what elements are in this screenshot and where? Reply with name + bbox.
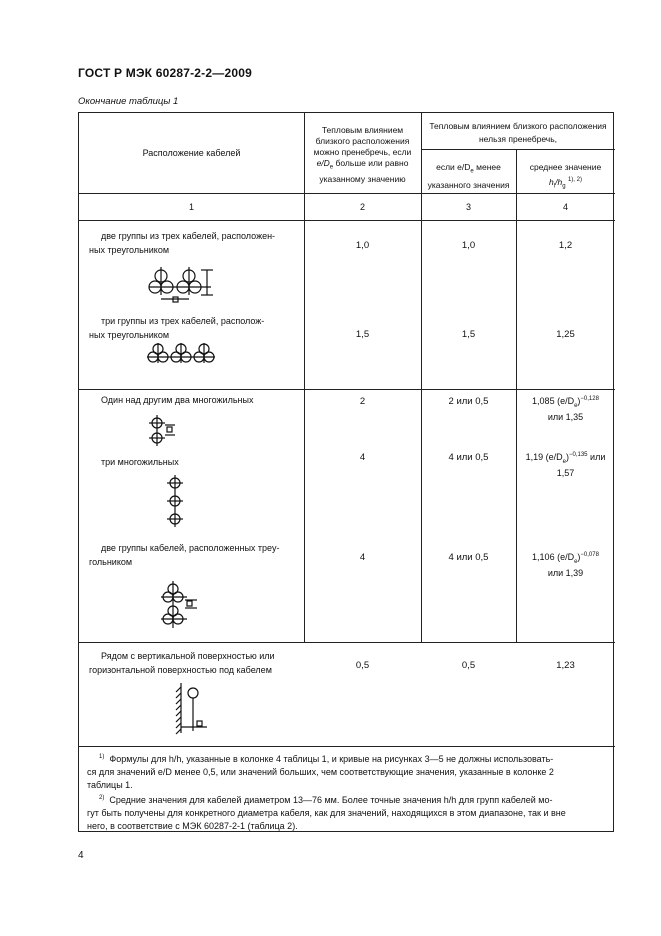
row-three-multicore-text: три многожильных	[101, 457, 179, 467]
col-number-3: 3	[465, 202, 471, 212]
row-two-multicore-col3: 2 или 0,5	[448, 396, 489, 407]
row-near-surface-col2: 0,5	[355, 660, 370, 671]
row-two-trefoil-col2: 1,0	[355, 240, 370, 251]
near-surface-diagram	[175, 681, 215, 735]
row-three-multicore-col3: 4 или 0,5	[448, 452, 489, 463]
stacked-trefoil-groups-diagram	[157, 578, 205, 634]
document-title: ГОСТ Р МЭК 60287-2-2—2009	[78, 66, 252, 80]
row-two-multicore-text: Один над другим два многожильных	[101, 395, 254, 405]
row-three-multicore-col2: 4	[359, 452, 366, 463]
header-negligible: Тепловым влиянием близкого расположения можно пренебречь, если $e/D_e$ больше или равно указанному значению	[313, 125, 412, 184]
row-three-trefoil-col2: 1,5	[355, 329, 370, 340]
row-two-multicore-col4: 1,085 $(e/D_e)^{-0,128}$ или 1,35	[532, 396, 599, 422]
row-two-trefoil-col3: 1,0	[461, 240, 476, 251]
col-number-2: 2	[359, 202, 365, 212]
row-three-trefoil-col3: 1,5	[461, 329, 476, 340]
row-two-trefoil-col4: 1,2	[558, 240, 573, 251]
col-number-4: 4	[562, 202, 568, 212]
footnote-1: $^{1)}$ Формулы для h/h, указанные в колонке 4 таблицы 1, и кривые на рисунках 3—5 не должны использовать- ся для значений e/D менее 0,5, или значений больших, чем соответствующие значения, указанные в колонке 2 таблицы 1.	[87, 754, 554, 790]
row-three-trefoil-col4: 1,25	[556, 329, 575, 340]
row-two-trefoil-groups-multicore-col4: 1,106 $(e/D_e)^{-0,078}$ или 1,39	[532, 552, 599, 578]
col-number-1: 1	[188, 202, 194, 212]
row-three-multicore-col4: 1,19 $(e/D_e)^{-0,135}$ или 1,57	[525, 452, 606, 478]
row-near-surface-col4: 1,23	[556, 660, 575, 671]
header-less-than: если $e/D_e$ менее указанного значения	[427, 162, 510, 190]
row-near-surface-text: Рядом с вертикальной поверхностью или горизонтальной поверхностью под кабелем	[89, 651, 275, 675]
table-caption: Окончание таблицы 1	[78, 96, 179, 107]
three-trefoil-groups-diagram	[147, 341, 217, 369]
row-two-trefoil-groups-text: две группы из трех кабелей, расположен- ных треугольником	[89, 231, 276, 255]
page-number: 4	[78, 850, 84, 861]
row-two-trefoil-groups-multicore-text: две группы кабелей, расположенных треу- гольником	[89, 543, 280, 567]
header-cable-arrangement: Расположение кабелей	[142, 148, 241, 158]
row-two-trefoil-groups-multicore-col2: 4	[359, 552, 366, 563]
row-two-multicore-col2: 2	[359, 396, 366, 407]
table-frame	[78, 112, 614, 832]
row-near-surface-col3: 0,5	[461, 660, 476, 671]
footnote-2: $^{2)}$ Средние значения для кабелей диаметром 13—76 мм. Более точные значения h/h для групп кабелей мо- гут быть получены для конкретного диаметра кабеля, как для значений, находящихся в этом диапазоне, так и вне него, в соответствие с МЭК 60287-2-1 (таблица 2).	[87, 795, 566, 831]
two-trefoil-groups-diagram	[147, 261, 217, 309]
two-multicore-diagram	[145, 413, 181, 449]
row-three-trefoil-groups-text: три группы из трех кабелей, располож- ных треугольником	[89, 316, 265, 340]
header-not-negligible-group: Тепловым влиянием близкого расположения нельзя пренебречь,	[429, 121, 607, 144]
header-mean-value: среднее значение $h_l/h_g$ $^{1), 2)}$	[529, 162, 602, 190]
three-multicore-diagram	[165, 475, 185, 527]
row-two-trefoil-groups-multicore-col3: 4 или 0,5	[448, 552, 489, 563]
